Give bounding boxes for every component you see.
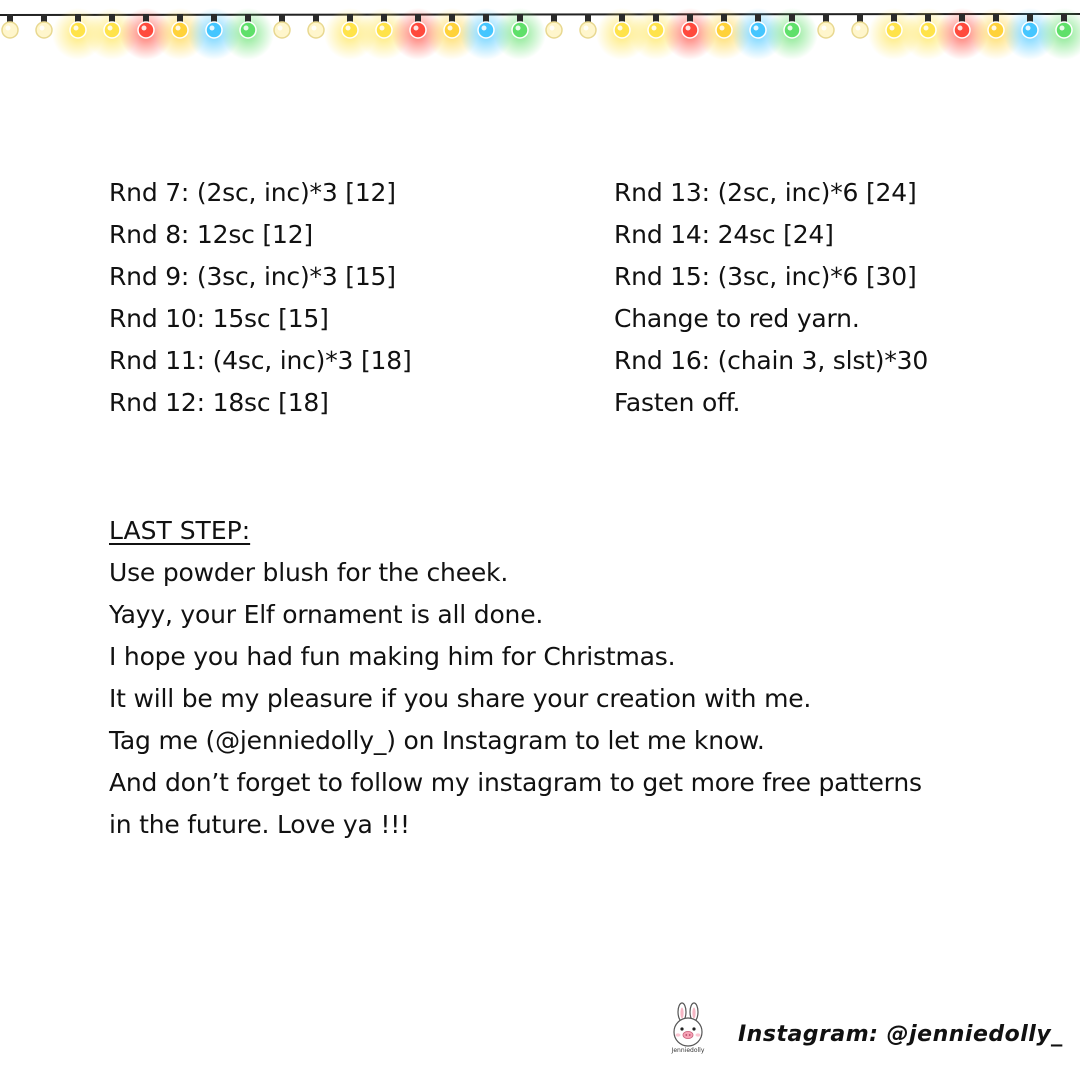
pattern-row: Change to red yarn. [614, 304, 860, 333]
text-line: I hope you had fun making him for Christmas. [109, 642, 676, 671]
pattern-row: Rnd 12: 18sc [18] [109, 388, 329, 417]
footer [660, 1002, 1063, 1062]
last-step-title: LAST STEP: [109, 516, 251, 545]
last-step-section [109, 510, 1029, 846]
bunny-logo-icon [660, 1002, 716, 1058]
pattern-row: Rnd 8: 12sc [12] [109, 220, 313, 249]
pattern-left-column [109, 172, 412, 424]
pattern-row: Rnd 7: (2sc, inc)*3 [12] [109, 178, 396, 207]
pattern-row: Rnd 9: (3sc, inc)*3 [15] [109, 262, 396, 291]
pattern-right-column [614, 172, 928, 424]
instagram-handle: Instagram: @jenniedolly_ [738, 1022, 1063, 1047]
pattern-row: Rnd 14: 24sc [24] [614, 220, 834, 249]
pattern-row: Rnd 10: 15sc [15] [109, 304, 329, 333]
logo-text: Jenniedolly [671, 1047, 705, 1054]
text-line: in the future. Love ya !!! [109, 810, 410, 839]
pattern-row: Rnd 15: (3sc, inc)*6 [30] [614, 262, 917, 291]
text-line: Tag me (@jenniedolly_) on Instagram to let me know. [109, 726, 765, 755]
pattern-row: Rnd 11: (4sc, inc)*3 [18] [109, 346, 412, 375]
text-line: And don’t forget to follow my instagram to get more free patterns [109, 768, 922, 797]
pattern-row: Fasten off. [614, 388, 741, 417]
text-line: It will be my pleasure if you share your creation with me. [109, 684, 812, 713]
pattern-row: Rnd 16: (chain 3, slst)*30 [614, 346, 929, 375]
string-lights-icon [0, 0, 1080, 70]
text-line: Yayy, your Elf ornament is all done. [109, 600, 544, 629]
text-line: Use powder blush for the cheek. [109, 558, 509, 587]
pattern-row: Rnd 13: (2sc, inc)*6 [24] [614, 178, 917, 207]
last-step-text [109, 552, 1029, 846]
